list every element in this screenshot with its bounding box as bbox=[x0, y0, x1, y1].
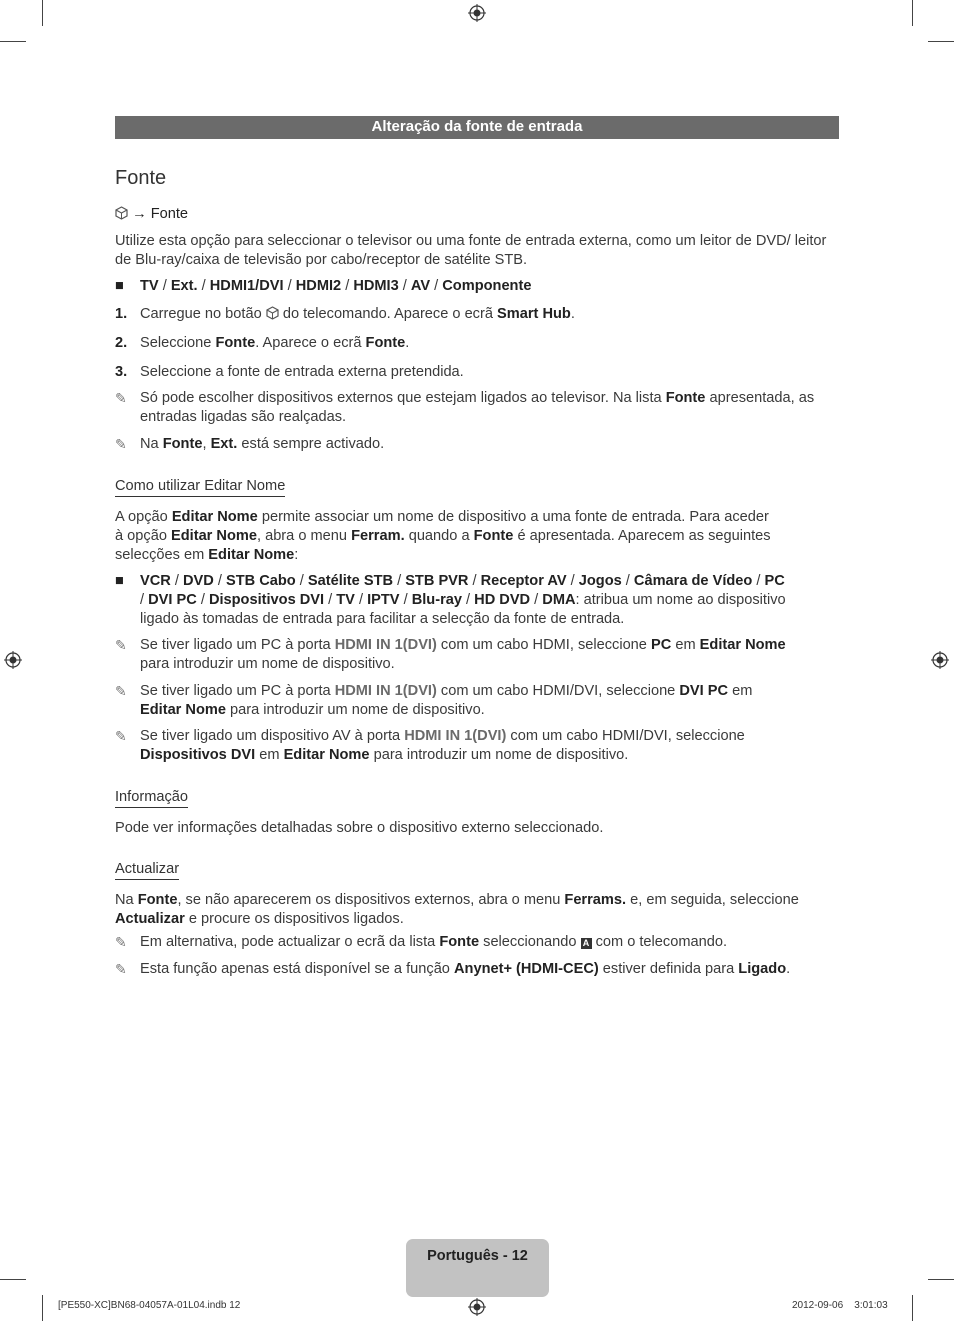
note: Esta função apenas está disponível se a função Anynet+ (HDMI-CEC) estiver definida para Ligado. bbox=[140, 961, 791, 977]
note: Só pode escolher dispositivos externos que estejam ligados ao televisor. Na lista Fonte apresentada, as entradas ligadas são realçadas. bbox=[140, 390, 815, 425]
refresh-paragraph: Na Fonte, se não aparecerem os dispositivos externos, abra o menu Ferrams. e, em seguida, seleccione Actualizar e procure os dispositivos ligados. bbox=[115, 892, 799, 927]
step-1: Carregue no botão do telecomando. Aparece o ecrã Smart Hub. bbox=[140, 306, 575, 322]
bullet-icon: ■ bbox=[115, 278, 124, 294]
page-title: Fonte bbox=[115, 167, 167, 189]
menu-path-text: → Fonte bbox=[132, 206, 189, 222]
note: Em alternativa, pode actualizar o ecrã da lista Fonte seleccionando A com o telecomando. bbox=[140, 934, 727, 950]
note-icon: ✎ bbox=[115, 390, 127, 406]
note: Se tiver ligado um dispositivo AV à porta HDMI IN 1(DVI) com um cabo HDMI/DVI, seleccione Dispositivos DVI em Editar Nome para introduzir um nome de dispositivo. bbox=[140, 728, 745, 763]
section-header-bar: Alteração da fonte de entrada bbox=[115, 116, 839, 139]
note-icon: ✎ bbox=[115, 436, 127, 452]
crop-mark bbox=[928, 41, 954, 42]
note-icon: ✎ bbox=[115, 961, 127, 977]
note-icon: ✎ bbox=[115, 683, 127, 699]
step-2: Seleccione Fonte. Aparece o ecrã Fonte. bbox=[140, 335, 410, 351]
page-number-tab: Português - 12 bbox=[406, 1239, 549, 1297]
source-list: TV / Ext. / HDMI1/DVI / HDMI2 / HDMI3 / AV / Componente bbox=[140, 278, 532, 294]
crop-mark bbox=[912, 1295, 913, 1321]
device-list: VCR / DVD / STB Cabo / Satélite STB / STB PVR / Receptor AV / Jogos / Câmara de Vídeo / PC / DVI PC / Dispositivos DVI / TV / IPTV / Blu-ray / HD DVD / DMA: atribua um nome ao dispositivo ligado às tomadas de entrada para facilitar a selecção da fonte de entrada. bbox=[140, 573, 786, 627]
intro-paragraph: Utilize esta opção para seleccionar o televisor ou uma fonte de entrada externa, como um leitor de DVD/ leitor de Blu-ray/caixa de televisão por cabo/receptor de satélite STB. bbox=[115, 233, 827, 268]
print-file-info: [PE550-XC]BN68-04057A-01L04.indb 12 bbox=[58, 1300, 241, 1311]
print-date-info: 2012-09-06 3:01:03 bbox=[792, 1300, 888, 1311]
a-button-icon: A bbox=[581, 938, 592, 949]
menu-button-icon bbox=[266, 306, 279, 320]
note-icon: ✎ bbox=[115, 934, 127, 950]
crop-mark bbox=[928, 1279, 954, 1280]
edit-name-paragraph: A opção Editar Nome permite associar um nome de dispositivo a uma fonte de entrada. Para aceder à opção Editar Nome, abra o menu Ferram. quando a Fonte é apresentada. Aparecem as seguintes selecções em Editar Nome: bbox=[115, 509, 771, 563]
step-number: 2. bbox=[115, 335, 128, 351]
crop-mark bbox=[42, 1295, 43, 1321]
note: Se tiver ligado um PC à porta HDMI IN 1(DVI) com um cabo HDMI/DVI, seleccione DVI PC em Editar Nome para introduzir um nome de dispositivo. bbox=[140, 683, 753, 718]
note: Na Fonte, Ext. está sempre activado. bbox=[140, 436, 385, 452]
crop-mark bbox=[912, 0, 913, 26]
note-icon: ✎ bbox=[115, 728, 127, 744]
subsection-heading: Como utilizar Editar Nome bbox=[115, 477, 285, 497]
crop-mark bbox=[0, 1279, 26, 1280]
registration-mark-icon bbox=[468, 4, 486, 22]
note: Se tiver ligado um PC à porta HDMI IN 1(DVI) com um cabo HDMI, seleccione PC em Editar Nome para introduzir um nome de dispositivo. bbox=[140, 637, 786, 672]
note-icon: ✎ bbox=[115, 637, 127, 653]
menu-button-icon bbox=[115, 206, 128, 220]
info-paragraph: Pode ver informações detalhadas sobre o dispositivo externo seleccionado. bbox=[115, 820, 604, 836]
menu-path bbox=[115, 205, 835, 224]
subsection-heading: Informação bbox=[115, 788, 188, 808]
bullet-icon: ■ bbox=[115, 573, 124, 589]
step-3: Seleccione a fonte de entrada externa pretendida. bbox=[140, 364, 464, 380]
registration-mark-icon bbox=[931, 651, 949, 669]
registration-mark-icon bbox=[468, 1298, 486, 1316]
step-number: 1. bbox=[115, 306, 128, 322]
step-number: 3. bbox=[115, 364, 128, 380]
crop-mark bbox=[42, 0, 43, 26]
crop-mark bbox=[0, 41, 26, 42]
registration-mark-icon bbox=[4, 651, 22, 669]
subsection-heading: Actualizar bbox=[115, 860, 179, 880]
